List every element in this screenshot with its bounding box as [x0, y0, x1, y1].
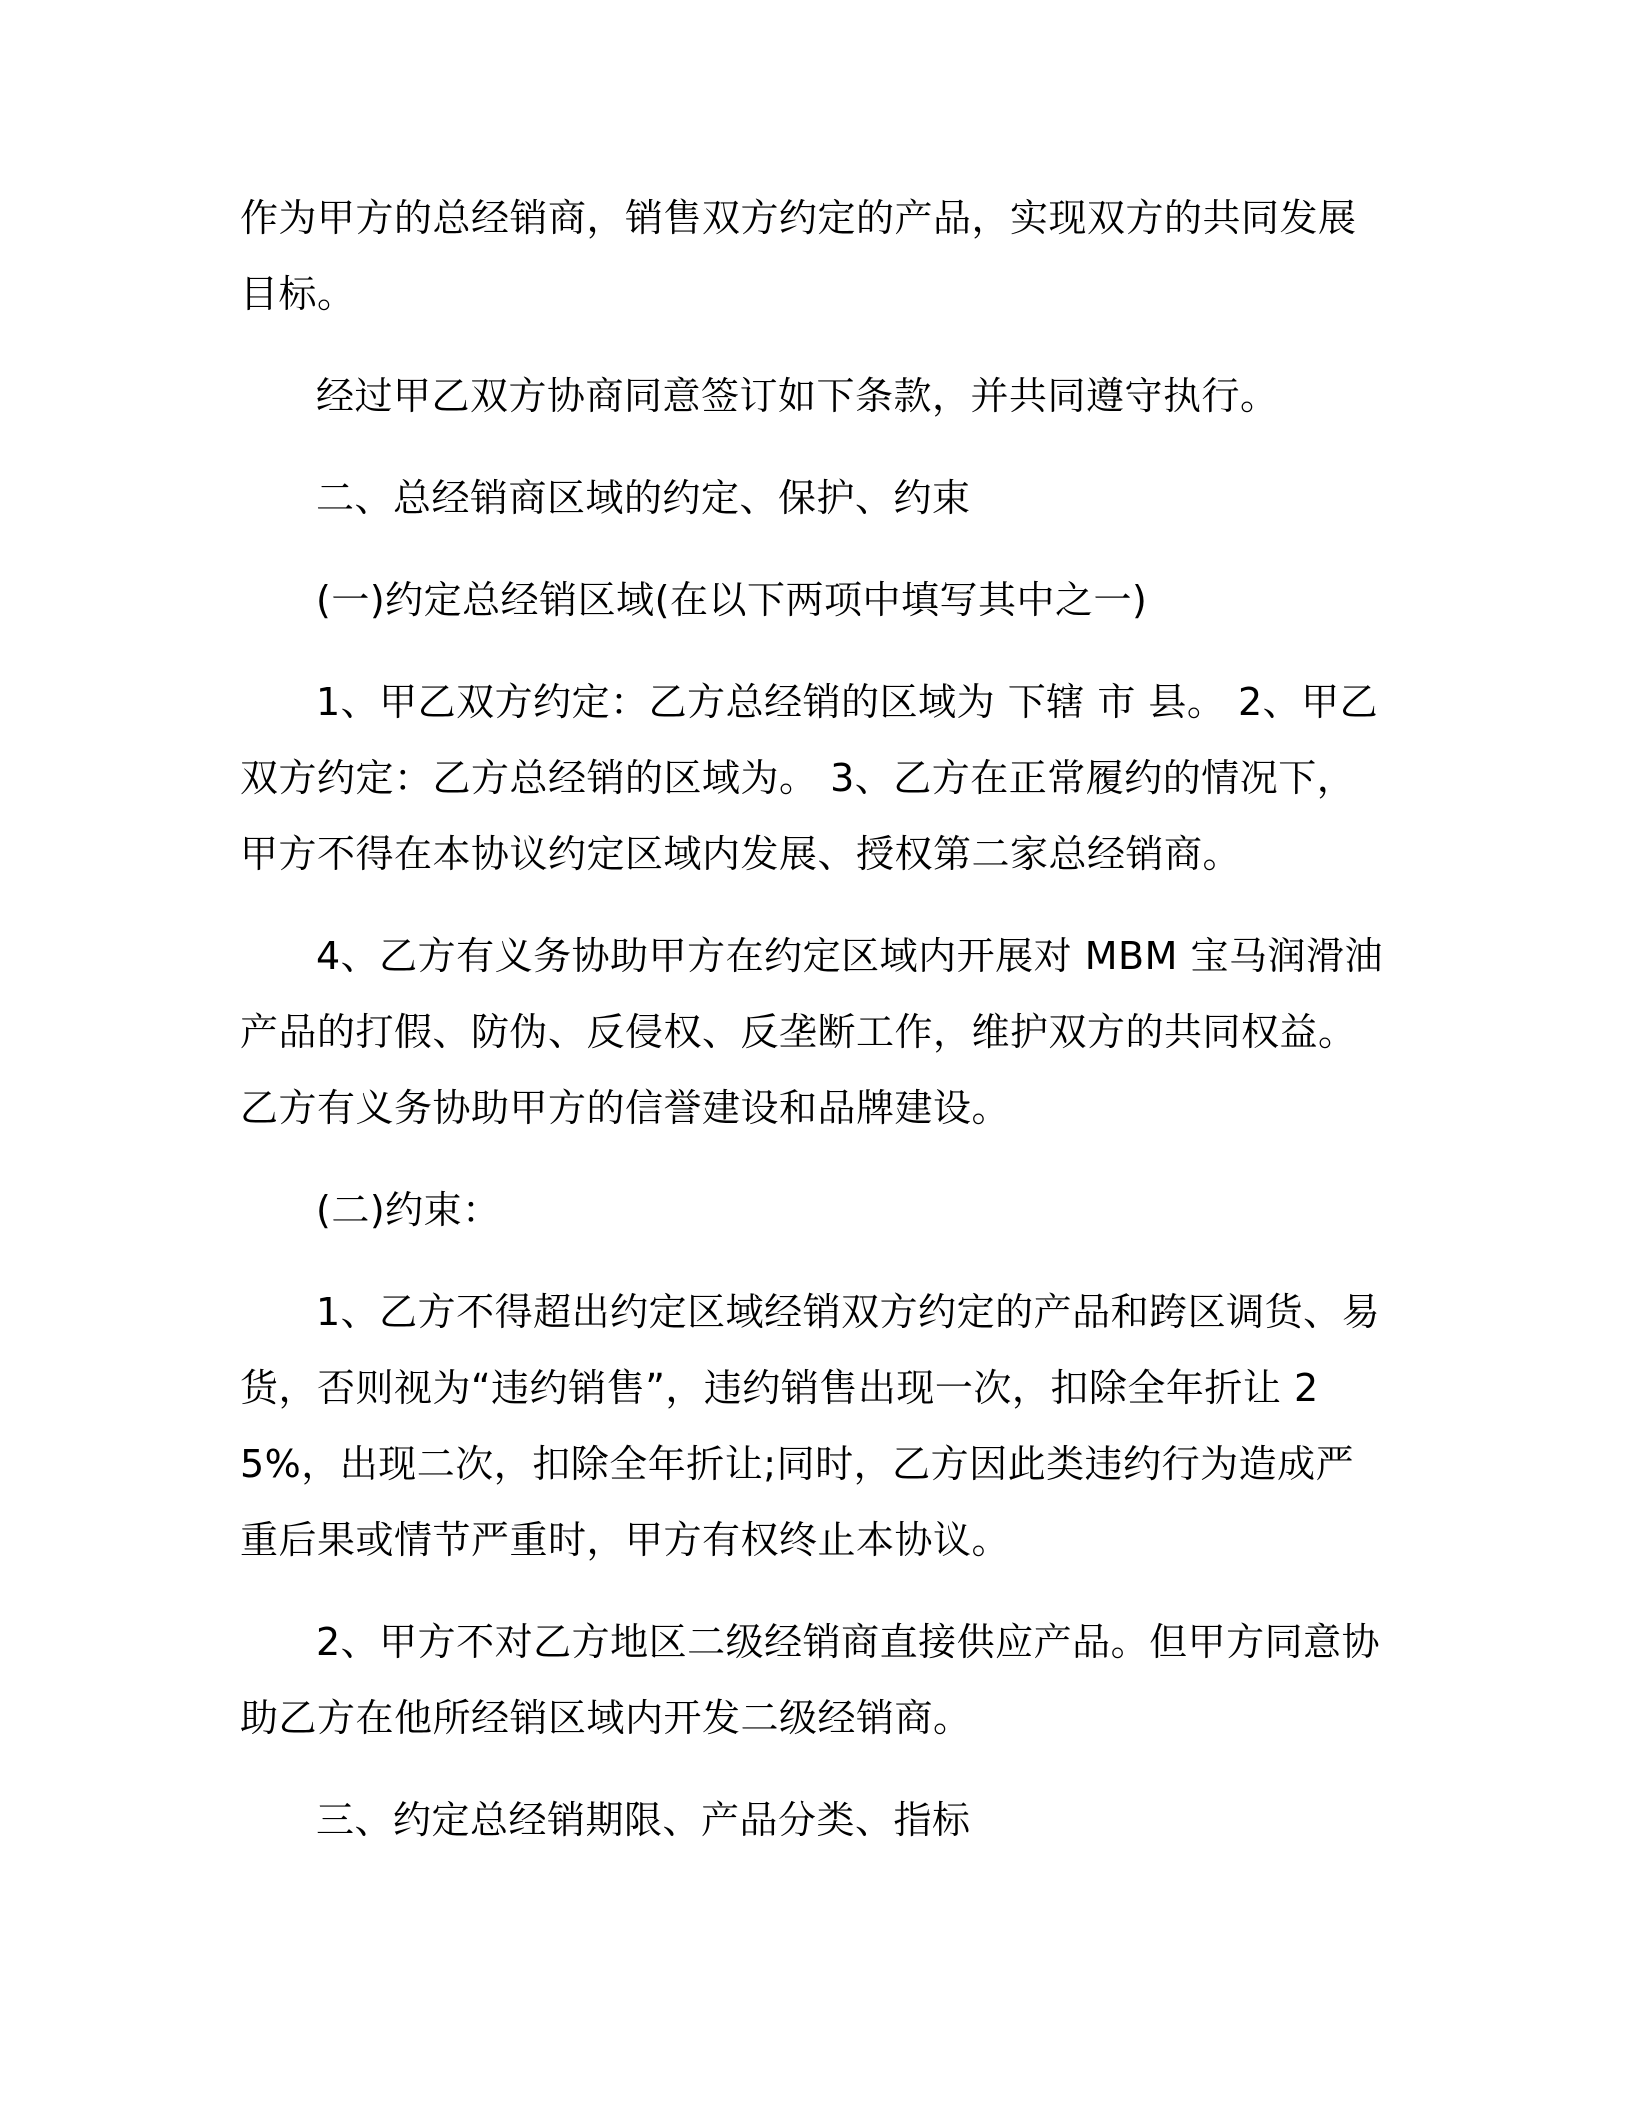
paragraph-obligation-4: 4、乙方有义务协助甲方在约定区域内开展对 MBM 宝马润滑油产品的打假、防伪、反侵权、反垄断工作，维护双方的共同权益。乙方有义务协助甲方的信誉建设和品牌建设。 — [240, 934, 1383, 1130]
paragraph-agreement-intro: 经过甲乙双方协商同意签订如下条款，并共同遵守执行。 — [316, 374, 1279, 418]
paragraph-constraint-1: 1、乙方不得超出约定区域经销双方约定的产品和跨区调货、易货，否则视为“违约销售”，违约销售出现一次，扣除全年折让 25%，出现二次，扣除全年折让;同时，乙方因此类违约行为造成严重后果或情节严重时，甲方有权终止本协议。 — [240, 1290, 1381, 1562]
subsection-heading-1: (一)约定总经销区域(在以下两项中填写其中之一) — [316, 578, 1148, 622]
paragraph-continuation: 作为甲方的总经销商，销售双方约定的产品，实现双方的共同发展目标。 — [240, 196, 1357, 316]
document-body — [240, 180, 1390, 1884]
subsection-heading-2: (二)约束： — [316, 1188, 501, 1232]
paragraph-region-terms: 1、甲乙双方约定：乙方总经销的区域为 下辖 市 县。 2、甲乙双方约定：乙方总经销的区域为。 3、乙方在正常履约的情况下，甲方不得在本协议约定区域内发展、授权第二家总经销商。 — [240, 680, 1379, 876]
section-heading-2: 二、总经销商区域的约定、保护、约束 — [316, 476, 971, 520]
section-heading-3: 三、约定总经销期限、产品分类、指标 — [316, 1798, 971, 1842]
paragraph-constraint-2: 2、甲方不对乙方地区二级经销商直接供应产品。但甲方同意协助乙方在他所经销区域内开发二级经销商。 — [240, 1620, 1381, 1740]
